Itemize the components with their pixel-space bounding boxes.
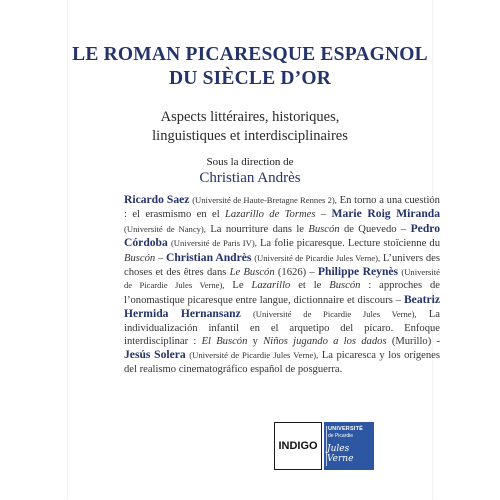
entry-affiliation: (Université de Picardie Jules Verne), <box>254 252 381 263</box>
entry-work-title-2: Niños jugando a los dados <box>263 336 387 348</box>
entry-separator: – <box>155 252 166 264</box>
direction-label: Sous la direction de <box>206 156 294 168</box>
editor-block <box>68 156 432 188</box>
entry-author: Jesús Solera <box>124 348 186 362</box>
entry-affiliation: (Université de Nancy), <box>124 223 206 234</box>
table-of-contents <box>124 193 440 376</box>
entry-affiliation: (Université de Picardie Jules Verne), <box>189 350 319 361</box>
entry-work-title: Le Buscón <box>229 267 275 279</box>
university-label: UNIVERSITÉ <box>328 426 364 432</box>
book-title <box>68 43 432 91</box>
entry-author: Philippe Reynès <box>317 265 399 279</box>
entry-work-title: El Buscón <box>201 336 248 348</box>
entry-work-title: Lazarillo de Tormes <box>225 209 316 221</box>
entry-work-title: Buscón <box>308 223 340 235</box>
book-subtitle-line-2: linguistiques et interdisciplinaires <box>152 128 348 144</box>
entry-text: La picaresca y los orígenes del realismo cinematográfico español de posguerra. <box>124 350 440 375</box>
entry-text: La nourriture dans le <box>205 223 309 235</box>
entry-text: Le <box>224 280 252 292</box>
indigo-publisher-logo <box>274 422 322 470</box>
entry-work-title: Lazarillo <box>251 280 291 292</box>
entry-affiliation: (Université de Picardie Jules Verne), <box>124 267 440 291</box>
book-subtitle-line-1: Aspects littéraires, historiques, <box>160 109 340 125</box>
university-region: de Picardie <box>328 433 354 439</box>
entry-separator: (Murillo) - <box>386 336 441 348</box>
entry-separator: (1626) – <box>274 267 318 279</box>
entry-author: Beatriz Hermida Hernansanz <box>124 292 440 321</box>
entry-text: En torno a una cuestión : el erasmismo en el <box>124 195 440 221</box>
entry-text-mid: et le <box>290 280 330 292</box>
entry-author: Pedro Córdoba <box>124 221 441 250</box>
book-cover <box>68 0 441 500</box>
entry-affiliation: (Université de Paris IV), <box>170 238 257 249</box>
university-signature: Jules Verne <box>327 444 354 464</box>
contents-entry <box>124 350 440 374</box>
entry-separator: : approches de l’onomastique picaresque entre langue, dictionnaire et discours – <box>124 280 440 306</box>
entry-work-title-2: Buscón <box>329 280 361 292</box>
entry-separator: – <box>315 209 332 221</box>
entry-text: L’univers des choses et des êtres dans <box>124 252 440 279</box>
entry-author: Marie Roig Miranda <box>331 207 441 221</box>
book-subtitle <box>68 108 432 146</box>
entry-affiliation: (Université de Haute-Bretagne Rennes 2), <box>192 195 337 205</box>
book-title-line-1: LE ROMAN PICARESQUE ESPAGNOL <box>72 44 428 65</box>
entry-author: Christian Andrès <box>165 250 252 264</box>
entry-affiliation: (Université de Picardie Jules Verne), <box>252 309 417 320</box>
publisher-name: INDIGO <box>278 440 318 452</box>
entry-text: La folie picaresque. Lecture stoïcienne du <box>256 238 440 250</box>
editor-name: Christian Andrès <box>199 170 301 186</box>
entry-work-title: Buscón <box>124 252 156 264</box>
entry-author: Ricardo Saez <box>124 193 190 206</box>
entry-text: La individualización infantil en el arquetipo del pícaro. Enfoque interdisciplinar : <box>124 309 440 348</box>
entry-separator: de Quevedo – <box>339 223 411 235</box>
book-title-line-2: DU SIÈCLE D’OR <box>168 68 332 89</box>
university-logo <box>324 422 374 470</box>
logos <box>274 422 374 470</box>
entry-text-mid: y <box>247 336 264 348</box>
